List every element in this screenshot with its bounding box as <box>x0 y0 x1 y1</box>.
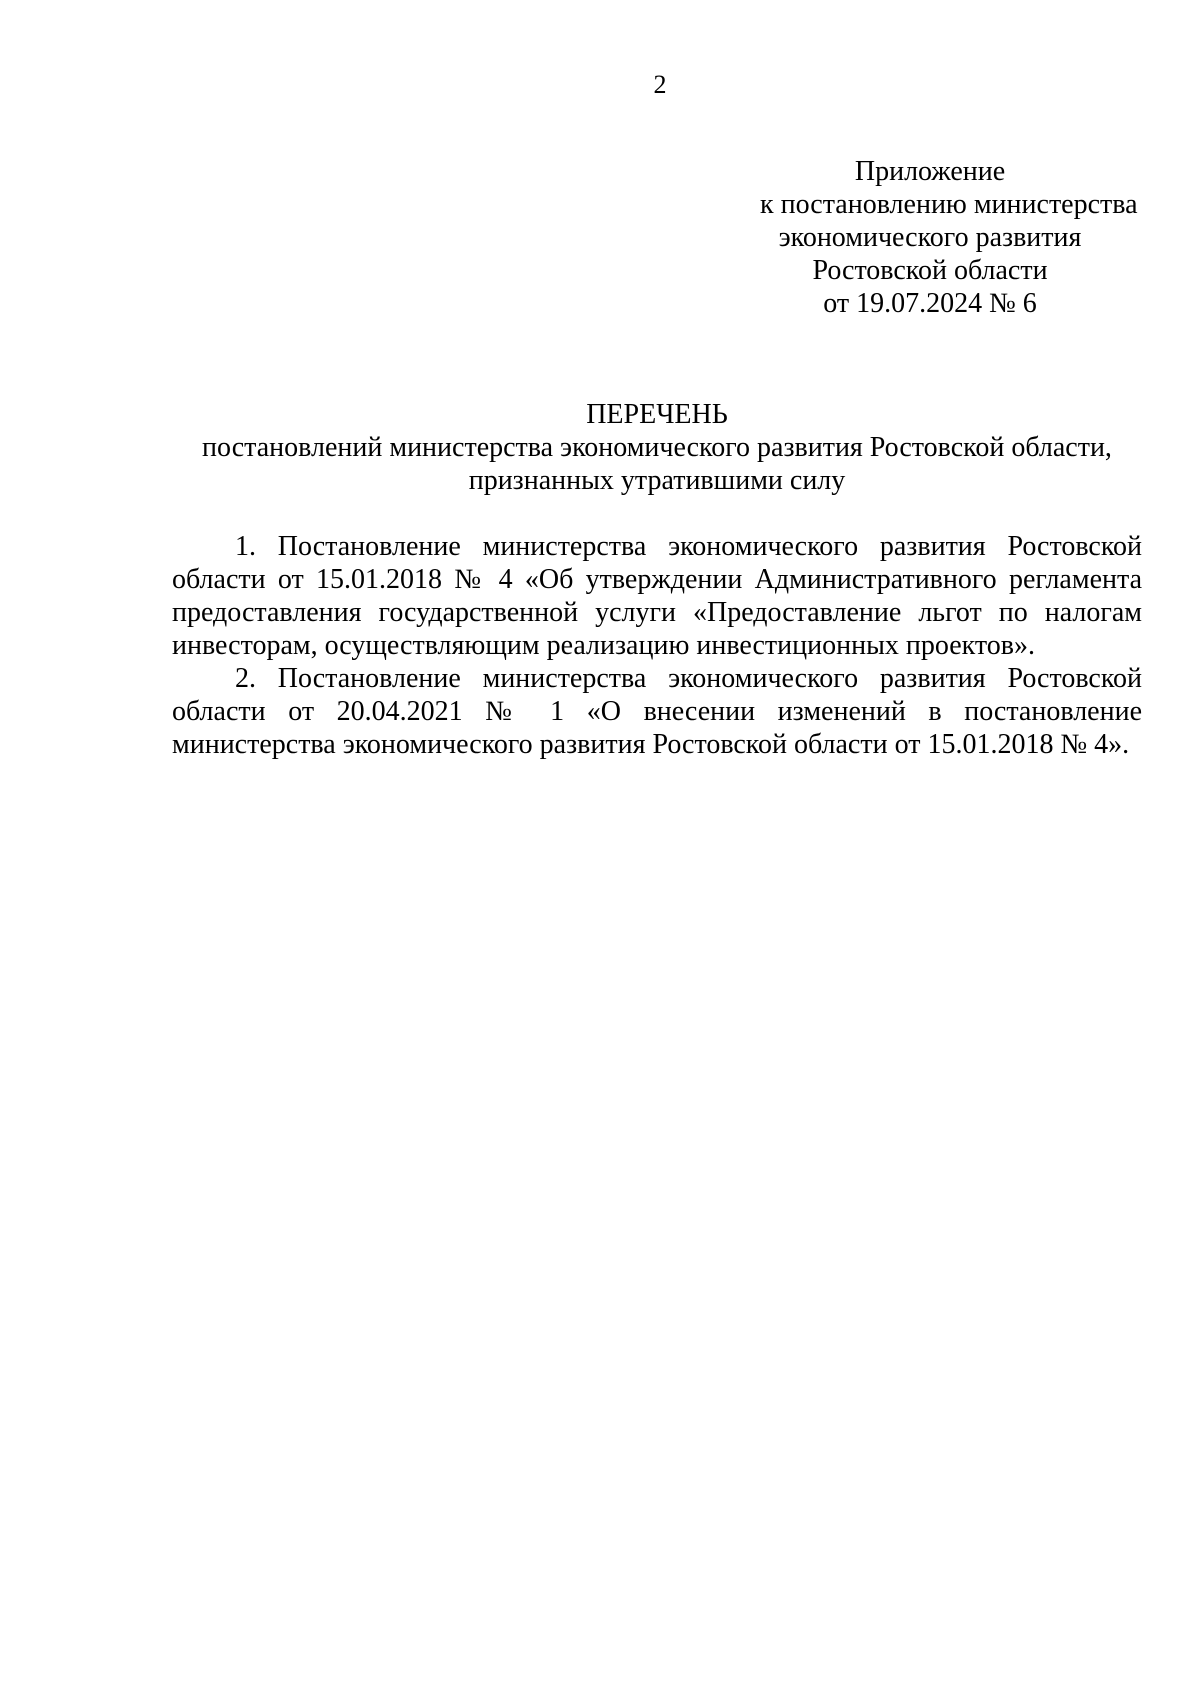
appendix-block <box>760 155 1138 320</box>
list-item: 2. Постановление министерства экономического развития Ростовской области от 20.04.2021 № 1 «О внесении изменений в постановление министерства экономического развития Ростовской области от 15.01.2018 № 4». <box>172 663 1142 760</box>
page-number: 2 <box>653 70 667 99</box>
title-subtitle-line: признанных утратившими силу <box>468 465 846 496</box>
appendix-line: экономического развития <box>778 222 1082 253</box>
title-heading: ПЕРЕЧЕНЬ <box>586 399 728 430</box>
document-title <box>172 398 1142 497</box>
appendix-line: от 19.07.2024 № 6 <box>823 288 1037 319</box>
title-subtitle-line: постановлений министерства экономического развития Ростовской области, <box>202 432 1112 463</box>
appendix-line: Ростовской области <box>812 255 1048 286</box>
list-item: 1. Постановление министерства экономического развития Ростовской области от 15.01.2018 № 4 «Об утверждении Административного регламента предоставления государственной услуги «Предоставление льгот по налогам инвесторам, осуществляющим реализацию инвестиционных проектов». <box>172 531 1142 661</box>
appendix-line: Приложение <box>854 156 1006 187</box>
document-body <box>172 530 1142 761</box>
appendix-line: к постановлению министерства <box>760 189 1138 220</box>
